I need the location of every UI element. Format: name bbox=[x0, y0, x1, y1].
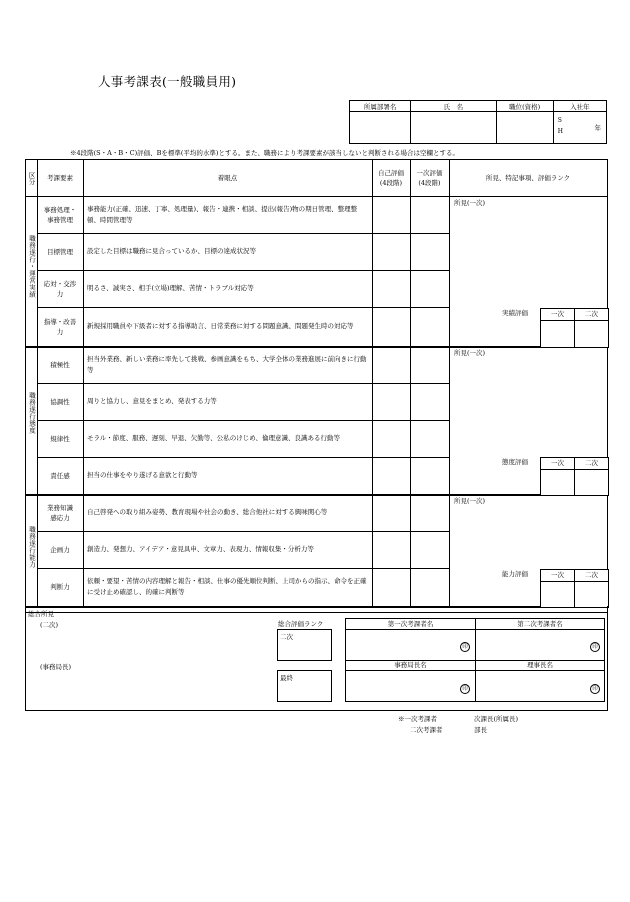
criteria-outai: 明るさ、誠実さ、相手(立場)理解、苦情・トラブル対応等 bbox=[87, 284, 254, 292]
criteria-kiritsu: モラル・節度、服務、遅刻、早退、欠勤等、公私のけじめ、倫理意識、良識ある行動等 bbox=[87, 434, 341, 442]
seal-second: 印 bbox=[590, 642, 600, 652]
criteria-shido: 新規採用職員や下級者に対する指導助言、日常業務に対する問題意識、問題発生時の対応等 bbox=[87, 322, 354, 330]
criteria-kyocho: 周りと協力し、意見をまとめ、発表する力等 bbox=[87, 397, 217, 405]
opinion-performance: 所見(一次) bbox=[454, 199, 486, 207]
footer-second-value: 部長 bbox=[474, 726, 487, 734]
employee-info-table bbox=[349, 100, 607, 144]
first-eval-header: 一次評価 (4段階) bbox=[416, 169, 443, 187]
join-year-header: 入社年 bbox=[553, 101, 606, 112]
element-kikaku: 企画力 bbox=[50, 545, 70, 554]
criteria-header: 着眼点 bbox=[217, 174, 238, 182]
year-label: 年 bbox=[594, 124, 601, 132]
criteria-sekkyoku: 担当外業務、新しい業務に率先して挑戦、参画意識をもち、大学全体の業務進展に前向きに行動等 bbox=[87, 354, 367, 374]
dept-header: 所属部署名 bbox=[350, 101, 411, 112]
criteria-sekinin: 担当の仕事をやり遂げる意欲と行動等 bbox=[87, 471, 198, 479]
era-h-label: H bbox=[557, 128, 564, 135]
element-mokuhyo: 目標管理 bbox=[47, 247, 73, 256]
element-sekinin: 責任感 bbox=[50, 471, 70, 480]
name-field[interactable] bbox=[411, 112, 496, 144]
rank-second-box[interactable]: 二次 bbox=[277, 629, 332, 661]
position-field[interactable] bbox=[496, 112, 553, 144]
dept-field[interactable] bbox=[350, 112, 411, 144]
summary-office: (事務局長) bbox=[40, 663, 72, 671]
eval-label-attitude: 態度評価 bbox=[502, 458, 528, 466]
seal-office: 印 bbox=[460, 684, 470, 694]
evaluator-grid bbox=[345, 618, 605, 702]
chairman-label: 理事長名 bbox=[527, 661, 553, 669]
criteria-jimu: 事務能力(正確、迅速、丁寧、処理量)、報告・連携・相談、提出(報告)物の期日管理、整理整頓、時間管理等 bbox=[87, 204, 358, 224]
join-year-field[interactable] bbox=[553, 112, 606, 144]
kubun-header: 区分 bbox=[27, 171, 36, 185]
rank-label: 総合評価ランク bbox=[278, 620, 324, 628]
second-evaluator-label: 第二次考課者名 bbox=[517, 620, 563, 628]
element-header: 考課要素 bbox=[47, 174, 73, 182]
footer-first-label: ※一次考課者 bbox=[398, 715, 437, 723]
evaluation-table bbox=[25, 159, 608, 613]
category-performance: 職務遂行・運営実績 bbox=[28, 235, 36, 298]
office-director-label: 事務局長名 bbox=[394, 661, 427, 669]
element-kiritsu: 規律性 bbox=[50, 434, 70, 443]
position-header: 職位(資格) bbox=[496, 101, 553, 112]
eval-box-ability[interactable]: 一次 二次 bbox=[540, 569, 609, 608]
element-jimu: 事務処理・ 事務管理 bbox=[43, 205, 77, 224]
category-attitude: 職務遂行態度 bbox=[28, 392, 36, 434]
element-shido: 指導・改善 力 bbox=[43, 317, 77, 336]
era-s-label: S bbox=[557, 117, 562, 124]
opinion-ability: 所見(一次) bbox=[454, 497, 486, 505]
criteria-handan: 依頼・要望・苦情の内容理解と報告・相談、仕事の優先順位判断、上司からの指示、命令を正確に受け止め確認し、的確に判断等 bbox=[87, 577, 367, 596]
seal-first: 印 bbox=[460, 642, 470, 652]
eval-label-performance: 実績評価 bbox=[502, 309, 528, 317]
page-title: 人事考課表(一般職員用) bbox=[98, 74, 237, 89]
name-header: 氏 名 bbox=[411, 101, 496, 112]
footer-first-value: 次課長(所属長) bbox=[474, 715, 519, 723]
element-outai: 応対・交渉 力 bbox=[43, 279, 77, 298]
summary-section bbox=[25, 606, 608, 711]
first-evaluator-label: 第一次考課者名 bbox=[387, 620, 434, 628]
rank-final-box[interactable]: 最終 bbox=[277, 670, 332, 702]
element-gyomu: 業務知識 感応力 bbox=[47, 503, 73, 522]
eval-box-performance[interactable]: 一次 二次 bbox=[540, 308, 609, 348]
rating-note: ※4段階(S・A・B・C)評価、Bを標準(平均的水準)とする。また、職務により考課要素が該当しないと判断される場合は空欄とする。 bbox=[70, 149, 459, 157]
element-handan: 判断力 bbox=[50, 583, 70, 591]
element-kyocho: 協調性 bbox=[50, 397, 70, 406]
criteria-mokuhyo: 設定した目標は職務に見合っているか、目標の達成状況等 bbox=[87, 247, 256, 255]
category-ability: 職務遂行能力 bbox=[28, 526, 36, 568]
criteria-gyomu: 自己啓発への取り組み姿勢、教育現場や社会の動き、総合他社に対する興味関心等 bbox=[87, 508, 328, 516]
footer-second-label: 二次考課者 bbox=[410, 726, 443, 734]
eval-box-attitude[interactable]: 一次 二次 bbox=[540, 457, 609, 496]
summary-title: 総合所見 bbox=[28, 610, 54, 618]
seal-chairman: 印 bbox=[590, 684, 600, 694]
remarks-header: 所見、特記事項、評価ランク bbox=[485, 174, 571, 182]
eval-label-ability: 能力評価 bbox=[502, 570, 528, 578]
element-sekkyoku: 積極性 bbox=[50, 360, 70, 369]
self-eval-header: 自己評価 (4段階) bbox=[378, 169, 404, 187]
opinion-attitude: 所見(一次) bbox=[454, 349, 486, 357]
criteria-kikaku: 創造力、発想力、アイデア・意見具申、文章力、表現力、情報収集・分析力等 bbox=[87, 545, 314, 553]
summary-second: (二次) bbox=[40, 621, 59, 629]
